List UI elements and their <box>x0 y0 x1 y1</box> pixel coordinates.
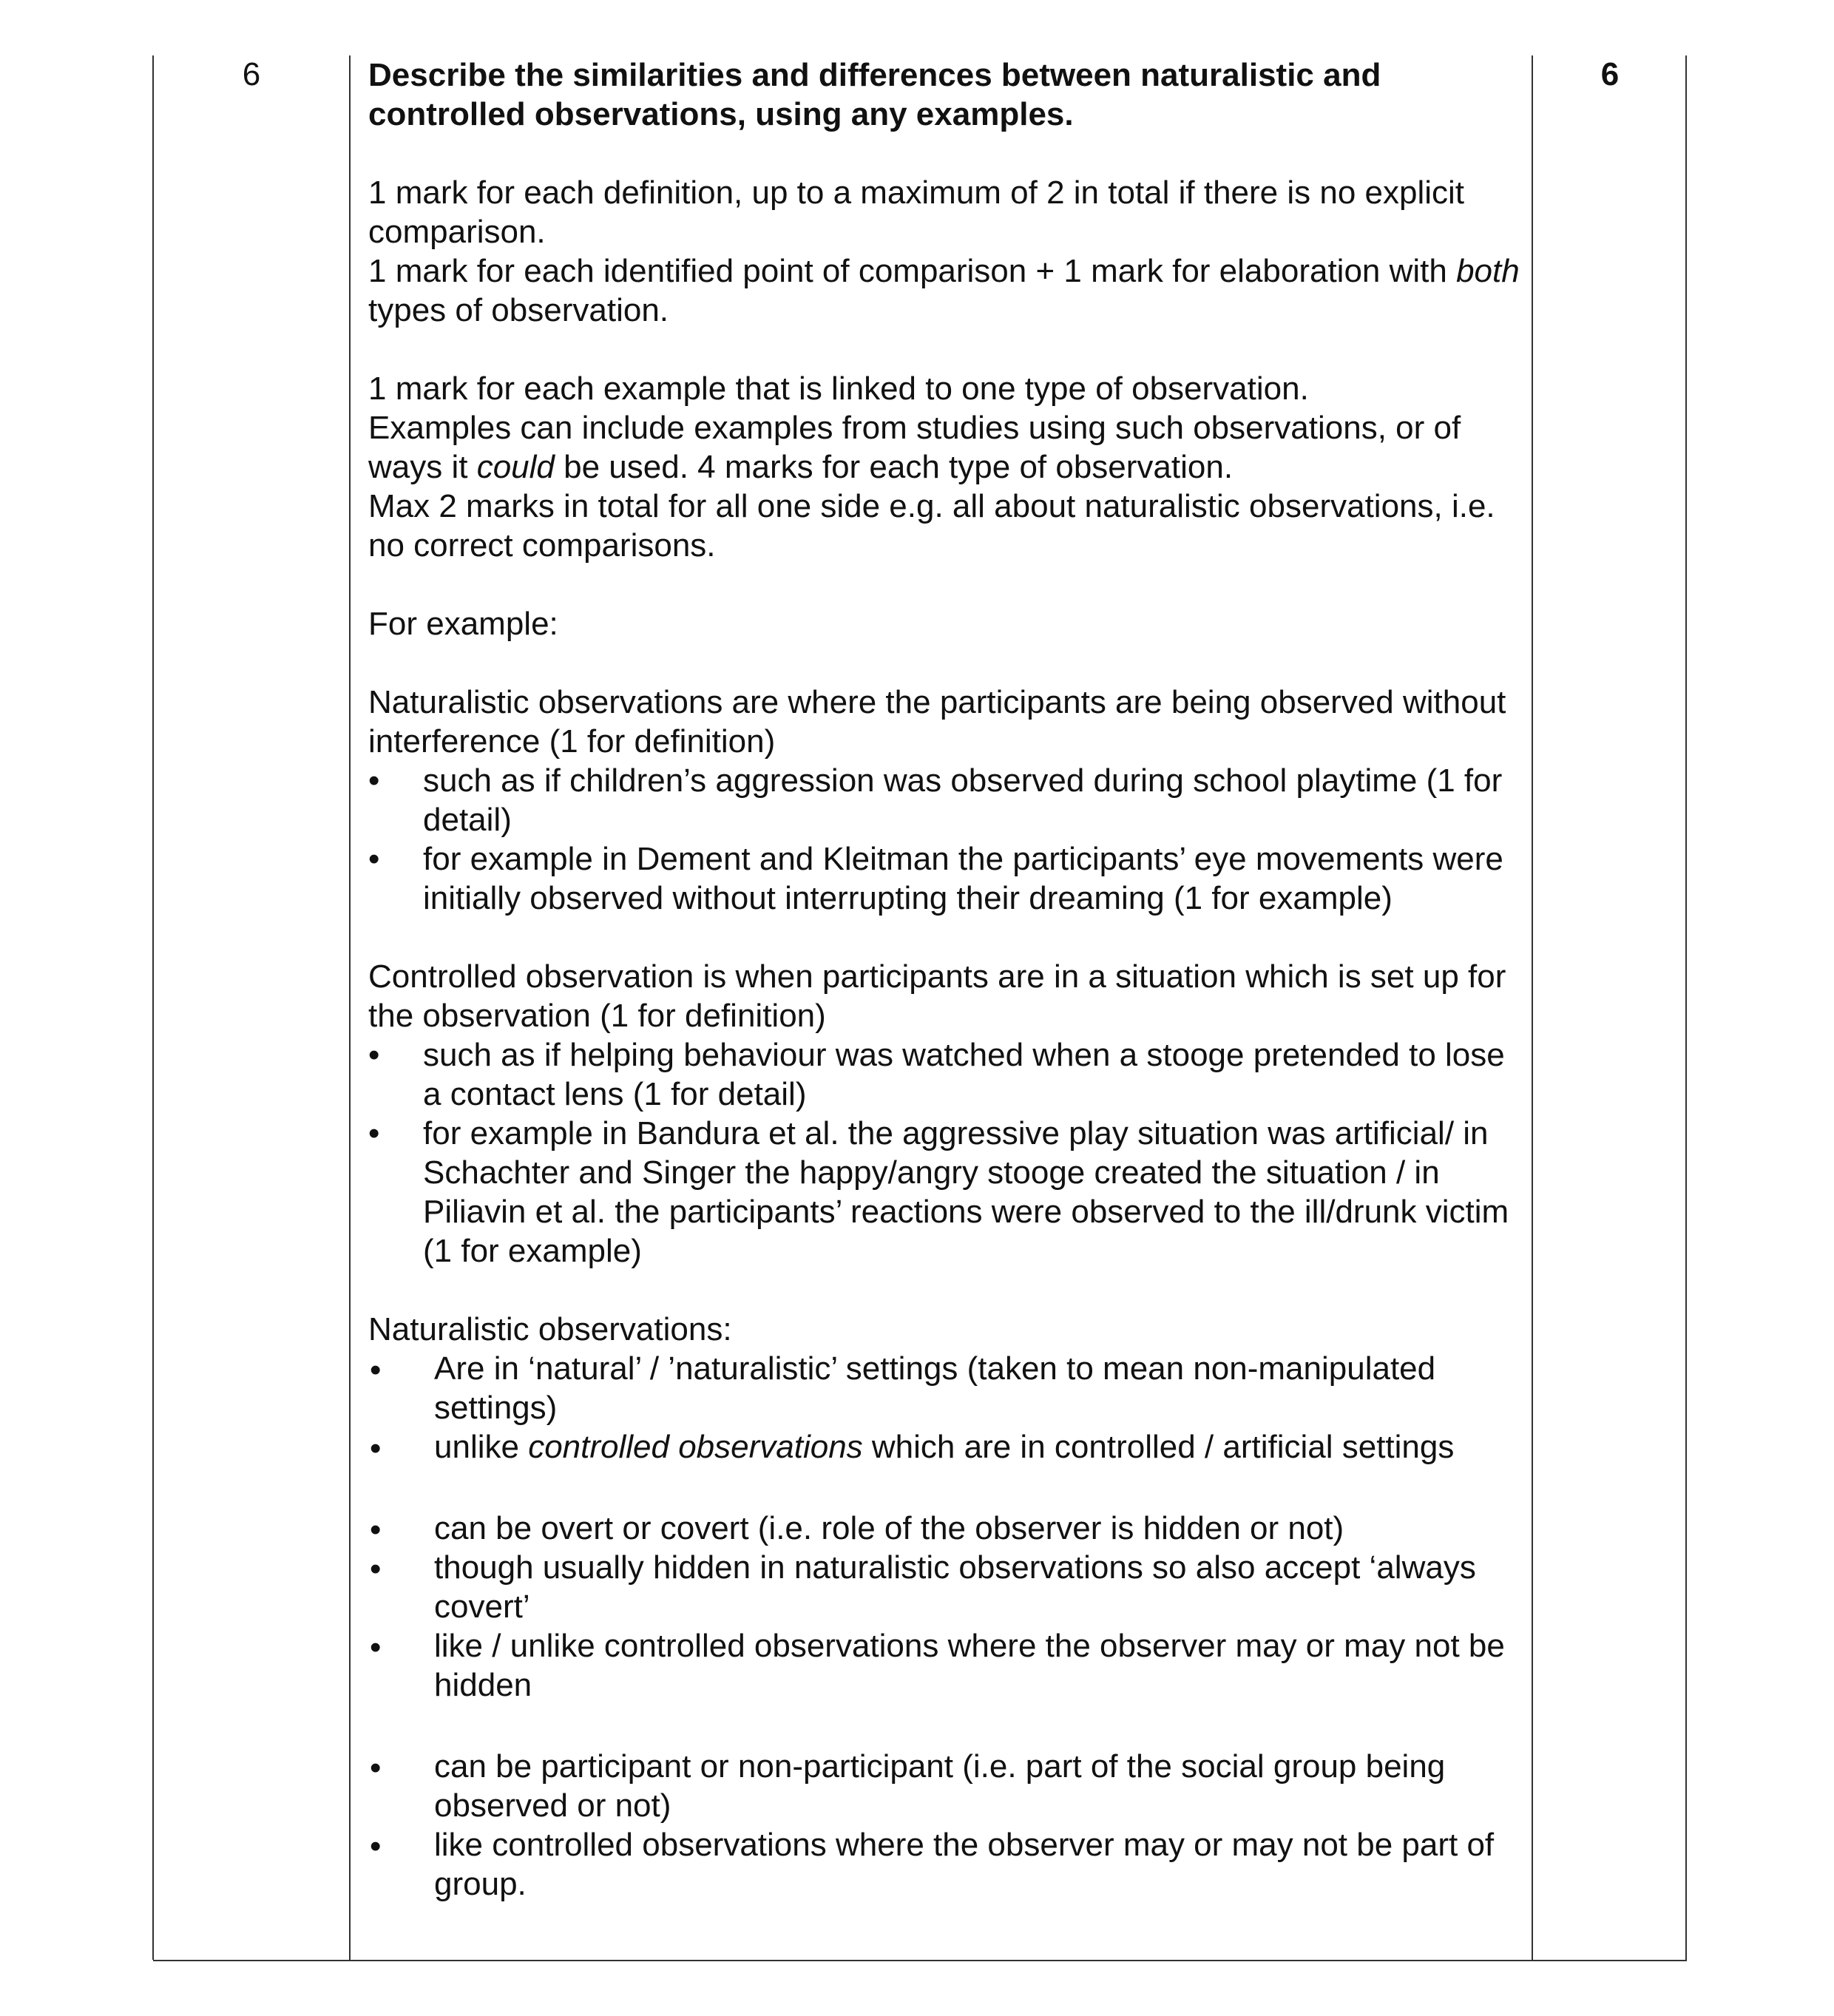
guidance-comparison-marks: 1 mark for each identified point of comparison + 1 mark for elaboration with both types of observation. <box>368 253 1520 328</box>
list-item: • can be overt or covert (i.e. role of the observer is hidden or not) <box>368 1509 1522 1548</box>
mark-scheme-table <box>153 55 1687 1961</box>
controlled-bullets <box>368 1035 1522 1271</box>
guidance-definition-marks: 1 mark for each definition, up to a maximum of 2 in total if there is no explicit comparison. <box>368 175 1465 250</box>
comparison-settings-list <box>368 1349 1522 1467</box>
list-item: • like / unlike controlled observations where the observer may or may not be hidden <box>368 1626 1522 1705</box>
list-item: • unlike controlled observations which are in controlled / artificial settings <box>368 1427 1522 1467</box>
naturalistic-bullets <box>368 761 1522 918</box>
question-prompt: Describe the similarities and differences between naturalistic and controlled observations, using any examples. <box>368 57 1381 132</box>
list-item: • for example in Bandura et al. the aggressive play situation was artificial/ in Schachter and Singer the happy/angry stooge created the situation / in Piliavin et al. the participants’ reactions were observed to the ill/drunk victim (1 for example) <box>368 1114 1522 1271</box>
comparison-heading: Naturalistic observations: <box>368 1311 732 1347</box>
answer-guidance <box>368 55 1522 1904</box>
list-item: • though usually hidden in naturalistic observations so also accept ‘always covert’ <box>368 1548 1522 1626</box>
table-border-left <box>152 55 154 1960</box>
list-item: • Are in ‘natural’ / ’naturalistic’ settings (taken to mean non-manipulated settings) <box>368 1349 1522 1427</box>
list-item: • such as if helping behaviour was watched when a stooge pretended to lose a contact lens (1 for detail) <box>368 1035 1522 1114</box>
comparison-covert-list <box>368 1509 1522 1705</box>
table-border-right <box>1685 55 1687 1960</box>
naturalistic-definition: Naturalistic observations are where the participants are being observed without interference (1 for definition) <box>368 684 1506 760</box>
guidance-example-marks: 1 mark for each example that is linked to one type of observation. <box>368 371 1309 407</box>
controlled-definition: Controlled observation is when participants are in a situation which is set up for the observation (1 for definition) <box>368 958 1506 1034</box>
comparison-participant-list <box>368 1747 1522 1904</box>
list-item: • for example in Dement and Kleitman the participants’ eye movements were initially observed without interrupting their dreaming (1 for example) <box>368 839 1522 918</box>
marks-total: 6 <box>1600 56 1620 92</box>
list-item: • can be participant or non-participant (i.e. part of the social group being observed or not) <box>368 1747 1522 1825</box>
question-number: 6 <box>242 56 261 92</box>
list-item: • such as if children’s aggression was observed during school playtime (1 for detail) <box>368 761 1522 839</box>
guidance-example-types: Examples can include examples from studies using such observations, or of ways it could be used. 4 marks for each type of observation. <box>368 410 1461 485</box>
table-divider-marks <box>1532 55 1533 1960</box>
for-example-label: For example: <box>368 606 558 642</box>
list-item: • like controlled observations where the observer may or may not be part of group. <box>368 1825 1522 1904</box>
table-divider-question <box>349 55 351 1960</box>
guidance-max-marks: Max 2 marks in total for all one side e.g. all about naturalistic observations, i.e. no correct comparisons. <box>368 488 1495 564</box>
